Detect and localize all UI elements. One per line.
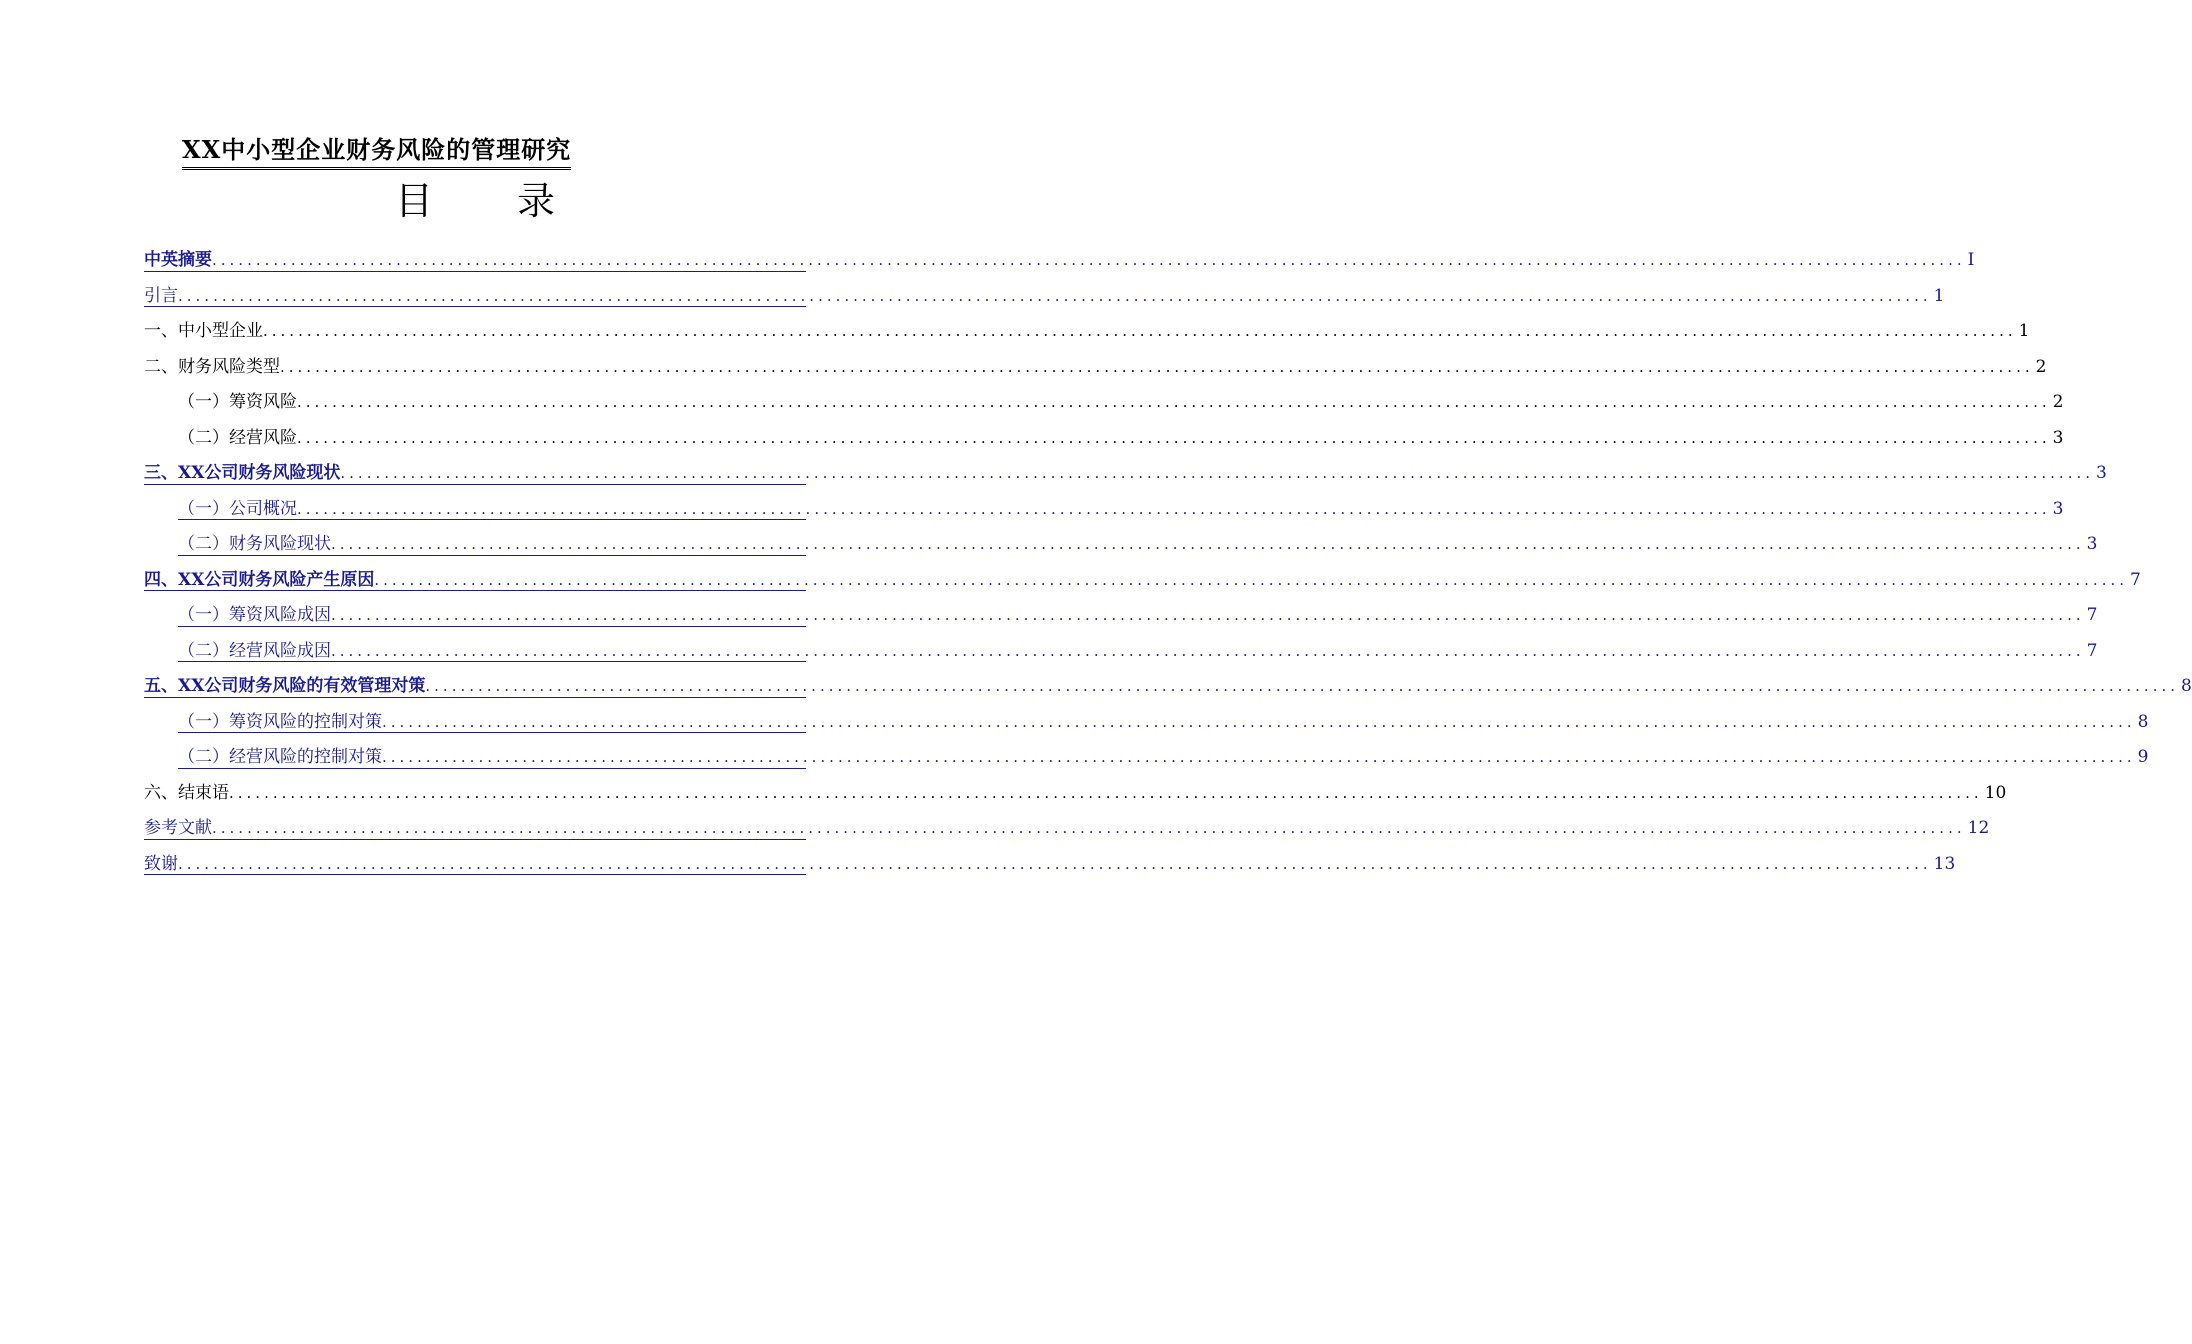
toc-entry [144,350,2047,386]
toc-dot-leader: ........................................................................................................................................................................................................ [340,464,2095,482]
toc-entry[interactable] [144,847,1956,883]
toc-entry-title: （二）经营风险成因 [178,640,331,661]
toc-entry [144,314,2030,350]
toc-entry-title: 引言 [144,285,178,306]
hyperlink-underline [144,590,806,591]
hyperlink-underline [144,839,806,840]
toc-dot-leader: ........................................................................................................................................................................................................ [280,357,2034,376]
hyperlink-underline [144,874,806,875]
toc-dot-leader: ........................................................................................................................................................................................................ [331,641,2085,660]
toc-page-number: 3 [2052,427,2064,448]
hyperlink-underline [178,555,806,556]
toc-dot-leader: ........................................................................................................................................................................................................ [297,499,2051,518]
toc-dot-leader: ........................................................................................................................................................................................................ [374,570,2129,589]
toc-page-number: 10 [1984,782,2007,803]
toc-entry[interactable] [144,243,1975,279]
hyperlink-underline [178,768,806,769]
toc-entry-title: （一）筹资风险的控制对策 [178,711,382,732]
hyperlink-underline [144,484,806,485]
toc-page-number: 7 [2086,640,2098,661]
toc-entry[interactable] [144,811,1990,847]
toc-dot-leader: ........................................................................................................................................................................................................ [331,535,2085,553]
toc-entry[interactable] [144,563,2141,599]
toc-entry[interactable] [144,669,2192,705]
toc-dot-leader: ........................................................................................................................................................................................................ [178,854,1932,873]
hyperlink-underline [178,519,806,520]
toc-page-number: 8 [2181,676,2192,696]
toc-entry[interactable] [144,527,2098,563]
toc-page-number: 1 [2018,321,2030,341]
toc-page-number: 9 [2137,747,2149,767]
toc-entry-title: 中英摘要 [144,250,212,270]
toc-entry[interactable] [144,598,2098,634]
toc-page-number: 1 [1933,285,1945,306]
toc-page-number: 2 [2052,392,2064,412]
hyperlink-underline [178,661,806,662]
toc-entry-title: （二）经营风险 [178,427,297,448]
toc-entry-title: （一）公司概况 [178,498,297,519]
hyperlink-underline [144,697,806,698]
toc-dot-leader: ........................................................................................................................................................................................................ [263,322,2017,340]
toc-dot-leader: ........................................................................................................................................................................................................ [425,677,2180,695]
toc-entry-title: 三、XX公司财务风险现状 [144,463,341,483]
hyperlink-underline [178,626,806,627]
toc-entry[interactable] [144,634,2098,670]
toc-dot-leader: ........................................................................................................................................................................................................ [229,783,1983,802]
toc-entry-title: （二）财务风险现状 [178,534,331,554]
toc-page-number: 3 [2052,498,2064,519]
toc-entry-title: 参考文献 [144,818,212,838]
toc-entry-title: 一、中小型企业 [144,321,263,341]
toc-entry-title: 五、XX公司财务风险的有效管理对策 [144,676,426,696]
toc-dot-leader: ........................................................................................................................................................................................................ [382,748,2136,766]
toc-entry-title: 致谢 [144,853,178,874]
toc-page-number: 8 [2137,711,2149,732]
toc-dot-leader: ........................................................................................................................................................................................................ [212,819,1966,837]
toc-page-number: 7 [2130,569,2141,590]
table-of-contents [144,243,2192,882]
toc-entry[interactable] [144,705,2149,741]
hyperlink-underline [144,271,806,272]
toc-entry-title: （一）筹资风险成因 [178,605,331,625]
toc-entry [144,776,2007,812]
toc-entry-title: 二、财务风险类型 [144,356,280,377]
toc-dot-leader: ........................................................................................................................................................................................................ [297,428,2051,447]
toc-entry [144,385,2064,421]
toc-entry-title: 四、XX公司财务风险产生原因 [144,569,375,590]
toc-entry-title: 六、结束语 [144,782,229,803]
toc-entry [144,421,2064,457]
toc-heading: 目 录 [394,179,592,223]
toc-entry[interactable] [144,740,2149,776]
toc-entry[interactable] [144,279,1945,315]
toc-page-number: 7 [2086,605,2098,625]
toc-entry[interactable] [144,492,2064,528]
toc-page-number: 13 [1933,853,1956,874]
hyperlink-underline [144,306,806,307]
toc-entry[interactable] [144,456,2107,492]
toc-dot-leader: ........................................................................................................................................................................................................ [212,251,1966,269]
toc-dot-leader: ........................................................................................................................................................................................................ [178,286,1932,305]
toc-page-number: 2 [2035,356,2047,377]
toc-page-number: 3 [2096,463,2107,483]
toc-page-number: 3 [2086,534,2098,554]
toc-page-number: I [1967,250,1975,270]
toc-dot-leader: ........................................................................................................................................................................................................ [331,606,2085,624]
toc-entry-title: （一）筹资风险 [178,392,297,412]
toc-entry-title: （二）经营风险的控制对策 [178,747,382,767]
hyperlink-underline [178,732,806,733]
toc-dot-leader: ........................................................................................................................................................................................................ [297,393,2051,411]
document-title: XX中小型企业财务风险的管理研究 [182,133,571,170]
toc-page-number: 12 [1967,818,1990,838]
toc-dot-leader: ........................................................................................................................................................................................................ [382,712,2136,731]
